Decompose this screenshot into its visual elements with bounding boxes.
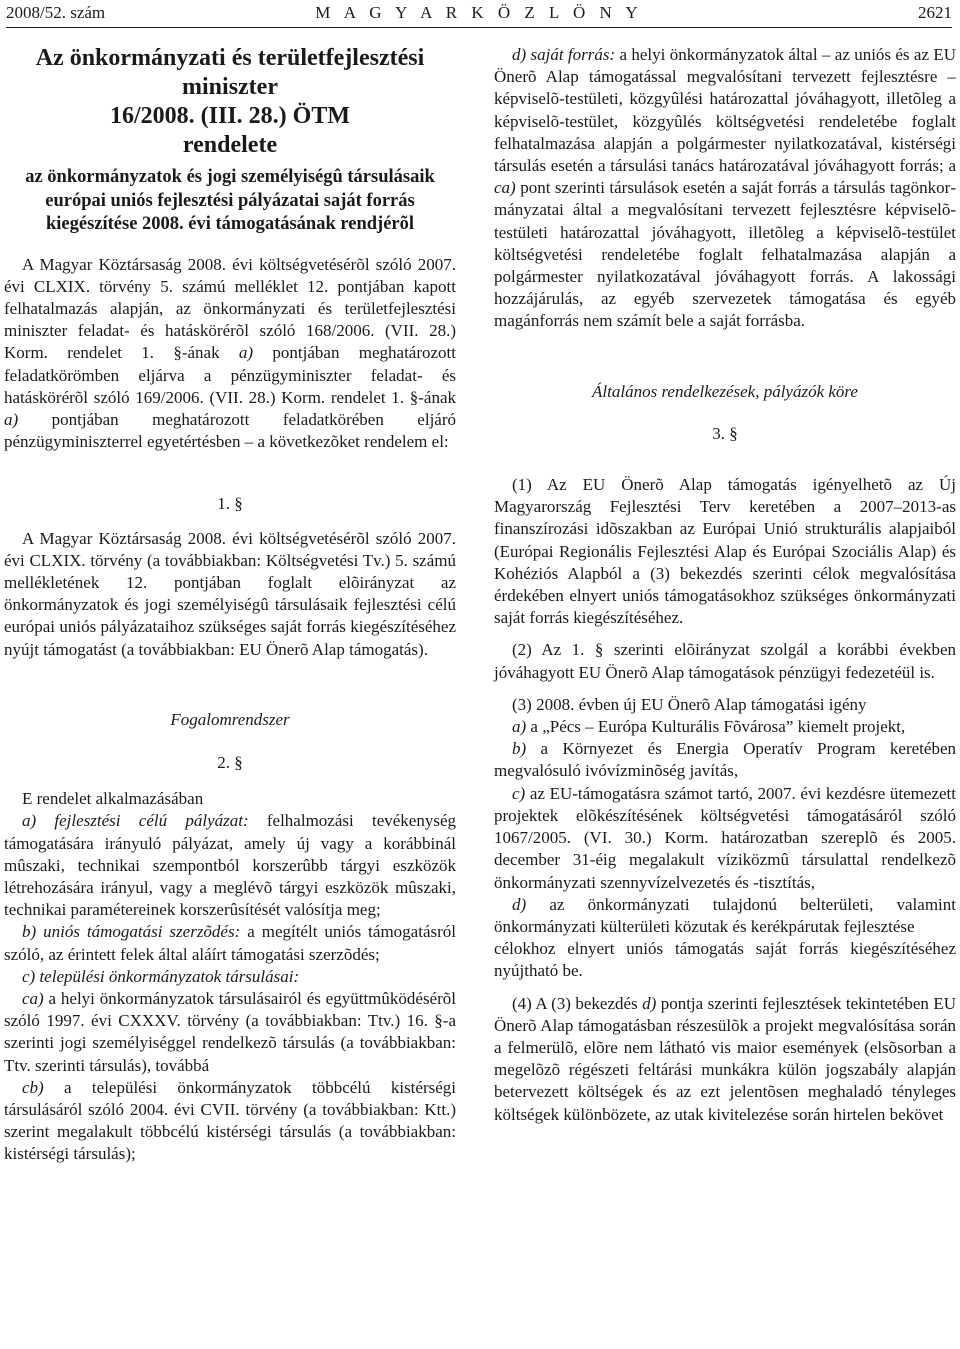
definition-cb: cb) a települési önkormányzatok többcélú kistérségi társulásáról szóló 2004. évi CVII. törvény (a továbbiakban: Ktt.) szerint megalakult többcélú kistérségi társulás (a továbbiakban: kistérségi társulás);	[4, 1077, 456, 1164]
paragraph-1: (1) Az EU Önerõ Alap támogatás igényelhetõ az Új Magyarország Fejlesztési Terv keretében a 2007–2013-as finanszírozási idõszakban az Európai Unió strukturális alapjaiból (Európai Regionális Fejlesztési Alap és Európai Szociális Alap) és Kohéziós Alapból a (3) bekezdés szerinti célok megvalósítása érdekében elnyert uniós támogatásokhoz szükséges önkormányzati saját forrás kiegészítéséhez.	[494, 475, 956, 628]
paragraph-3-tail: célokhoz elnyert uniós támogatás saját forrás kiegészítéséhez nyújtható be.	[494, 939, 956, 981]
title-line: rendelete	[182, 132, 278, 158]
definition-d: d) saját forrás: a helyi önkormányzatok által – az uniós és az EU Önerõ Alap támogatással megvalósítani tervezett fejlesztésre – képviselõ-testületi, közgyûlési határozattal jóváhagyott, illetõleg a képviselõ-testület, közgyûlés költségvetési rendeletébe foglalt felhatalmazása alapján a polgármester nyilatkozatával, kistérségi társulás esetén a társulási tanács határozatával jóváhagyott forrás; a ca) pont szerinti társulások esetén a saját forrás a társulás tagönkormányzatai által a megvalósítani tervezett fejlesztésre képviselõ-testületi határozattal jóváhagyott, illetõleg a képviselõ-testület költségvetési rendeletébe foglalt felhatalmazása alapján a polgármester nyilatkozatával jóváhagyott forrás. A lakossági hozzájárulás, az egyéb szervezetek támogatása és egyéb magánforrás nem számít bele a saját forrásba.	[494, 45, 956, 331]
right-column	[494, 44, 956, 1126]
left-column	[4, 44, 456, 1166]
paragraph-3-a: a) a „Pécs – Európa Kulturális Fõvárosa” kiemelt projekt,	[512, 717, 906, 737]
paragraph-2: (2) Az 1. § szerinti elõirányzat szolgál a korábbi években jóváhagyott EU Önerõ Alap támogatások pénzügyi fedezetéül is.	[494, 640, 956, 682]
section-3-heading: 3. §	[712, 423, 738, 443]
section-2-intro: E rendelet alkalmazásában	[22, 789, 204, 809]
definition-ca: ca) a helyi önkormányzatok társulásairól és együttmûködésérõl szóló 1997. évi CXXXV. törvény (a továbbiakban: Ttv.) 16. §-a szerinti jogi személyiséggel rendelkezõ társulás (a továbbiakban: Ttv. szerinti társulás), továbbá	[4, 988, 456, 1075]
definition-a: a) fejlesztési célú pályázat: felhalmozási tevékenység támogatására irányuló pályázat, amely új vagy a korábbinál mûszaki, technikai szempontból korszerûbb tárgyi eszközök létrehozására irányul, vagy a meglévõ tárgyi eszközök mûszaki, technikai paramétereinek korszerûsítését valósítja meg;	[4, 811, 457, 920]
section-1-heading: 1. §	[217, 494, 243, 514]
heading-general-provisions: Általános rendelkezések, pályázók köre	[592, 381, 858, 401]
decree-title	[4, 44, 456, 160]
paragraph-3-c: c) az EU-támogatásra számot tartó, 2007. évi kezdésre ütemezett projektek elõkészítésének költségvetési támogatásáról szóló 1067/2005. (VI. 30.) Korm. határozatban szereplõ és 2005. december 31-éig megalakult víziközmû társulattal rendelkezõ önkormányzati szennyvízelvezetés és -tisztítás,	[494, 783, 956, 892]
paragraph-3-d: d) az önkormányzati tulajdonú belterületi, valamint önkormányzati külterületi közutak és kerékpárutak fejlesztése	[494, 894, 956, 936]
title-line: miniszter	[182, 74, 278, 100]
issue-number: 2008/52. szám	[6, 3, 106, 22]
journal-title: M A G Y A R K Ö Z L Ö N Y	[315, 3, 643, 22]
paragraph-3-b: b) a Környezet és Energia Operatív Program keretében megvalósuló ivóvízminõség javítás,	[494, 739, 956, 781]
page-number: 2621	[918, 3, 952, 22]
subtitle-line: az önkormányzatok és jogi személyiségû társulásaik	[25, 167, 435, 187]
definition-c: c) települési önkormányzatok társulásai:	[22, 966, 300, 986]
subtitle-line: kiegészítése 2008. évi támogatásának rendjérõl	[45, 214, 415, 234]
paragraph-4: (4) A (3) bekezdés d) pontja szerinti fejlesztések tekintetében EU Önerõ Alap támogatásban részesülõk a projekt megvalósítása során a felmerülõ, elõre nem látható vis maior események (elsõsorban a megelõzõ régészeti feltárási munkákra külön jogszabály alapján betervezett költségek és az ezt jelentõsen meghaladó tényleges költségek különbözete, az utak kivitelezése során hirtelen bekövet	[494, 993, 956, 1124]
title-line: 16/2008. (III. 28.) ÖTM	[110, 103, 350, 129]
heading-definitions: Fogalomrendszer	[170, 709, 290, 729]
definition-b: b) uniós támogatási szerzõdés: a megítélt uniós támogatásról szóló, az érintett felek által aláírt támogatási szerzõdés;	[4, 922, 456, 964]
title-line: Az önkormányzati és területfejlesztési	[35, 45, 425, 71]
page-header	[6, 2, 952, 28]
preamble: A Magyar Köztársaság 2008. évi költségvetésérõl szóló 2007. évi CLXIX. törvény 5. számú melléklet 12. pontjában kapott felhatalmazás alapján, az önkormányzati és területfejlesztési miniszter feladat- és hatáskörérõl szóló 168/2006. (VII. 28.) Korm. rendelet 1. §-ának a) pontjában meghatározott feladatkörömben eljárva a pénzügyminiszter feladat- és hatáskörérõl szóló 169/2006. (VII. 28.) Korm. rendelet 1. §-ának a) pontjában meghatározott feladatkörében eljáró pénzügyminiszterrel egyetértésben – a következõket rendelem el:	[4, 254, 456, 452]
section-2-heading: 2. §	[217, 752, 243, 772]
subtitle-line: európai uniós fejlesztési pályázatai saját forrás	[45, 190, 415, 211]
paragraph-3: (3) 2008. évben új EU Önerõ Alap támogatási igény	[512, 694, 867, 714]
decree-subtitle	[4, 166, 456, 237]
header-rule	[6, 27, 952, 28]
section-1-text: A Magyar Köztársaság 2008. évi költségvetésérõl szóló 2007. évi CLXIX. törvény (a továbbiakban: Költségvetési Tv.) 5. számú mellékletének 12. pontjában foglalt elõirányzat az önkormányzatok és jogi személyiségû társulásaik fejlesztési célú európai uniós pályázataihoz szükséges saját forrás kiegészítéséhez nyújt támogatást (a továbbiakban: EU Önerõ Alap támogatás).	[4, 528, 456, 659]
